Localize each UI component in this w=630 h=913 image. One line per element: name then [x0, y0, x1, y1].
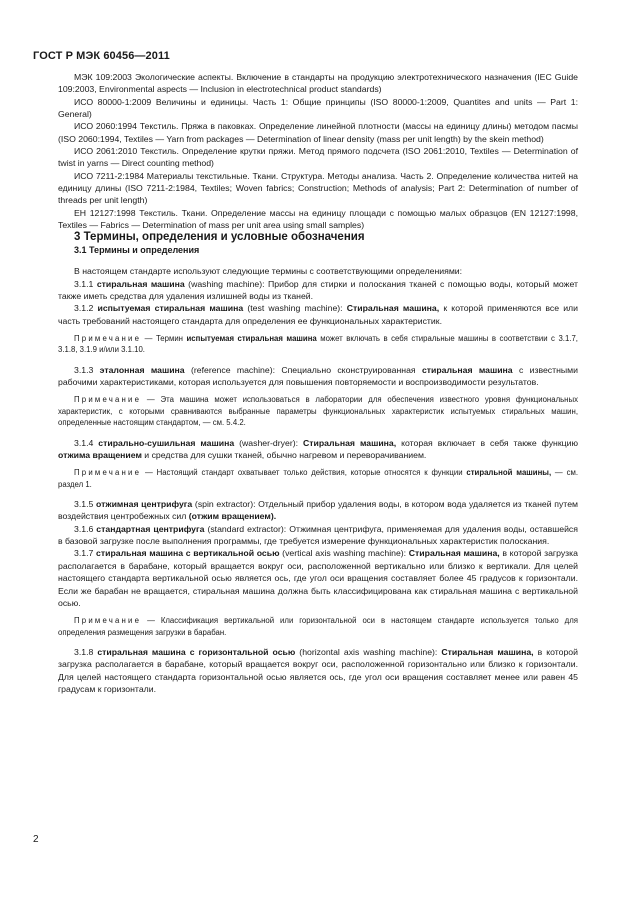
term-definition: (spin extractor): Отдельный прибор удаления воды, в котором вода удаляется из тканей путем воздействия центробежных сил — [58, 499, 578, 522]
term-definition: в которой загрузка располагается в барабане, который вращается вокруг оси, расположенной горизонтально или близко к горизонтали. Для целей настоящего стандарта горизонтальной осью является ось, где угол оси вращения составляет менее или равен 45 градусам к горизонтали. — [58, 647, 578, 695]
note-2 — [58, 394, 578, 428]
term-number: 3.1.8 — [74, 647, 98, 657]
term-number: 3.1.7 — [74, 548, 97, 559]
term-definition: (standard extractor): Отжимная центрифуга, применяемая для удаления воды, оставшейся в базовой загрузке после выполнения программы, где требуется измерение функциональных характеристик полоскания. — [58, 523, 578, 547]
term-definition: и средства для сушки тканей, обычно нагревом и переворачиванием. — [141, 449, 427, 460]
term-reference: стиральная машина — [421, 364, 513, 375]
term-3-1-5 — [58, 498, 578, 523]
term-name: стирально-сушильная машина — [98, 437, 235, 448]
definitions-intro: В настоящем стандарте используют следующие термины с соответствующими определениями: — [74, 266, 463, 277]
term-definition: (test washing machine): — [243, 303, 347, 314]
term-number: 3.1.6 — [74, 523, 97, 534]
note-label: Примечание — [74, 616, 142, 626]
term-number: 3.1.1 — [74, 278, 97, 289]
term-3-1-8 — [58, 646, 578, 695]
note-term: стиральной машины, — [466, 468, 552, 478]
term-name: отжимная центрифуга — [95, 499, 193, 510]
reference-item: ИСО 7211-2:1984 Материалы текстильные. Ткани. Структура. Методы анализа. Часть 2. Определение количества нитей на единицу длины (ISO 7211-2:1984, Textiles; Woven fabrics; Construction; Methods of analysis; Part 2: Determination of number of threads per unit length) — [58, 170, 578, 206]
note-text: — Классификация вертикальной или горизонтальной оси в настоящем стандарте используется только для определения размещения загрузки в барабан. — [58, 616, 578, 637]
term-definition: с известными рабочими характеристиками, которая используется для повышения повторяемости и воспроизводимости результатов. — [58, 364, 578, 388]
running-header: ГОСТ Р МЭК 60456—2011 — [33, 50, 170, 62]
term-name: стандартная центрифуга — [96, 523, 205, 534]
term-definition: в которой загрузка располагается в барабане, который вращается вокруг оси, расположенной вертикально или близко к вертикали. Для целей настоящего стандарта вертикальной осью является ось, где угол оси вращения составляет более 45 градусов к горизонтали. Если же барабан не вращается, стиральная машина должна быть классифицирована как стиральная машина с вертикальной осью. — [58, 548, 578, 608]
page-content — [58, 71, 578, 695]
term-definition: (washing machine): Прибор для стирки и полоскания тканей с помощью воды, который может также иметь средства для удаления излишней воды из тканей. — [58, 278, 578, 301]
note-1 — [58, 333, 578, 356]
term-reference: Стиральная машина, — [302, 437, 397, 448]
note-4 — [58, 615, 578, 638]
term-reference: (отжим вращением). — [188, 511, 277, 522]
note-term: испытуемая стиральная машина — [186, 333, 317, 343]
term-definition: (vertical axis washing machine): — [279, 548, 409, 559]
term-3-1-4 — [58, 437, 578, 462]
reference-item: ИСО 2061:2010 Текстиль. Определение крутки пряжи. Метод прямого подсчета (ISO 2061:2010, Textiles — Determination of twist in yarns — Direct counting method) — [58, 146, 578, 169]
term-3-1-6 — [58, 523, 578, 548]
page-number: 2 — [33, 834, 39, 845]
term-number: 3.1.2 — [74, 303, 98, 314]
note-label: Примечание — [74, 468, 142, 478]
term-definition: (reference machine): Специально сконструированная — [184, 364, 422, 375]
term-name: стиральная машина с горизонтальной осью — [97, 647, 296, 657]
term-definition: к которой применяются все или часть требований настоящего стандарта для определения ее функциональных характеристик. — [58, 303, 578, 326]
note-text: — Термин — [141, 333, 187, 343]
term-reference: Стиральная машина, — [408, 548, 500, 559]
term-name: эталонная машина — [99, 364, 185, 375]
term-name: стиральная машина с вертикальной осью — [96, 548, 280, 559]
term-definition: (horizontal axis washing machine): — [295, 647, 442, 657]
reference-item: МЭК 109:2003 Экологические аспекты. Включение в стандарты на продукцию электротехнического назначения (IEC Guide 109:2003, Environmental aspects — Inclusion in electrotechnical product standards) — [58, 72, 578, 95]
note-text: может включать в себя стиральные машины в соответствии с 3.1.7, 3.1.8, 3.1.9 и/или 3.1.10. — [58, 333, 578, 355]
note-text: — Эта машина может использоваться в лаборатории для обеспечения известного уровня функциональных характеристик, с которыми сравниваются выбранные параметры функциональных характеристик испытуемых стиральных машин, определенные настоящим стандартом, — см. 5.4.2. — [58, 395, 578, 428]
term-definition: которая включает в себя также функцию — [396, 437, 578, 448]
reference-item: ИСО 2060:1994 Текстиль. Пряжа в паковках. Определение линейной плотности (массы на единицу длины) методом пасмы (ISO 2060:1994, Textiles — Yarn from packages — Determination of linear density (mass per unit length) by the skein method) — [58, 121, 578, 144]
term-3-1-1 — [58, 278, 578, 303]
note-text: — Настоящий стандарт охватывает только действия, которые относятся к функции — [141, 468, 467, 478]
term-3-1-2 — [58, 302, 578, 327]
section-heading: 3 Термины, определения и условные обозначения — [74, 231, 365, 244]
term-number: 3.1.4 — [74, 437, 99, 448]
term-reference: Стиральная машина, — [441, 647, 534, 657]
reference-item: ЕН 12127:1998 Текстиль. Ткани. Определение массы на единицу площади с помощью малых образцов (EN 12127:1998, Textiles — Fabrics — Determination of mass per unit area using small samples) — [58, 207, 578, 231]
note-label: Примечание — [74, 395, 142, 405]
normative-references-list — [58, 71, 578, 231]
term-reference: Стиральная машина, — [346, 303, 440, 314]
note-3 — [58, 467, 578, 490]
term-name: испытуемая стиральная машина — [97, 303, 244, 314]
note-label: Примечание — [74, 333, 142, 343]
subsection-heading: 3.1 Термины и определения — [74, 244, 200, 255]
term-3-1-3 — [58, 364, 578, 389]
reference-item: ИСО 80000-1:2009 Величины и единицы. Часть 1: Общие принципы (ISO 80000-1:2009, Quantites and units — Part 1: General) — [58, 96, 578, 120]
term-3-1-7 — [58, 547, 578, 609]
term-definition: (washer-dryer): — [234, 437, 303, 448]
note-text: — см. раздел 1. — [58, 468, 578, 489]
term-number: 3.1.5 — [74, 499, 96, 510]
term-number: 3.1.3 — [74, 364, 100, 375]
term-reference: отжима вращением — [58, 449, 142, 460]
term-name: стиральная машина — [96, 278, 185, 289]
